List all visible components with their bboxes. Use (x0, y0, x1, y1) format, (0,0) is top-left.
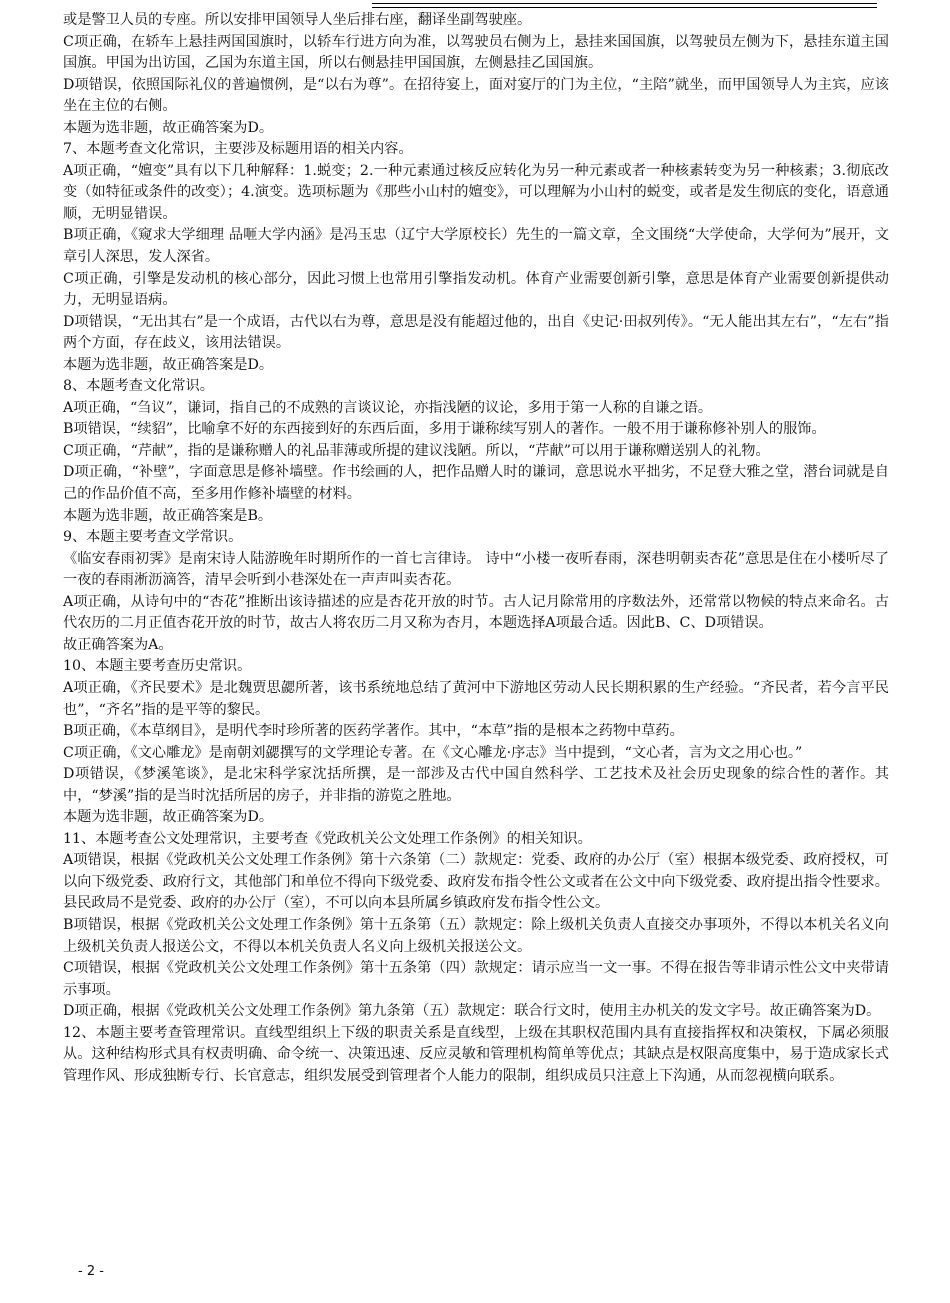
question-heading: 11、本题考查公文处理常识，主要考查《党政机关公文处理工作条例》的相关知识。 (63, 830, 592, 847)
paragraph: A项正确，“嬗变”具有以下几种解释：1.蜕变；2.一种元素通过核反应转化为另一种元素或者一种核素转变为另一种核素；3.彻底改变（如特征或条件的改变）；4.演变。选项标题为《那些小山村的嬗变》，可以理解为小山村的蜕变，或者是发生彻底的变化，语意通顺，无明显错误。 (63, 162, 889, 222)
paragraph: 故正确答案为A。 (63, 636, 173, 653)
paragraph: C项正确，在轿车上悬挂两国国旗时，以轿车行进方向为准，以驾驶员右侧为上，悬挂来国国旗，以驾驶员左侧为下，悬挂东道主国国旗。甲国为出访国，乙国为东道主国，所以右侧悬挂甲国国旗，左侧悬挂乙国国旗。 (63, 33, 889, 72)
paragraph: C项正确，《文心雕龙》是南朝刘勰撰写的文学理论专著。在《文心雕龙·序志》当中提到，“文心者，言为文之用心也。” (63, 744, 803, 761)
question-heading: 10、本题主要考查历史常识。 (63, 658, 252, 675)
paragraph: B项错误，根据《党政机关公文处理工作条例》第十五条第（五）款规定：除上级机关负责人直接交办事项外，不得以本机关名义向上级机关负责人报送公文，不得以本机关负责人名义向上级机关报送公文。 (63, 916, 889, 955)
paragraph: 本题为选非题，故正确答案是D。 (63, 356, 274, 373)
paragraph: A项错误，根据《党政机关公文处理工作条例》第十六条第（二）款规定：党委、政府的办公厅（室）根据本级党委、政府授权，可以向下级党委、政府行文，其他部门和单位不得向下级党委、政府发布指令性公文或者在公文中向下级党委、政府提出指令性要求。县民政局不是党委、政府的办公厅（室），不可以向本县所属乡镇政府发布指令性公文。 (63, 852, 889, 912)
paragraph: 本题为选非题，故正确答案是B。 (63, 507, 273, 524)
paragraph: A项正确，从诗句中的“杏花”推断出该诗描述的应是杏花开放的时节。古人记月除常用的序数法外，还常常以物候的特点来命名。古代农历的二月正值杏花开放的时节，故古人将农历二月又称为杏月，本题选择A项最合适。因此B、C、D项错误。 (63, 593, 889, 632)
question-heading: 12、本题主要考查管理常识。直线型组织上下级的职责关系是直线型，上级在其职权范围内具有直接指挥权和决策权，下属必须服从。这种结构形式具有权责明确、命令统一、决策迅速、反应灵敏和管理机构简单等优点；其缺点是权限高度集中，易于造成家长式管理作风、形成独断专行、长官意志，组织发展受到管理者个人能力的限制，组织成员只注意上下沟通，从而忽视横向联系。 (63, 1024, 889, 1084)
question-heading: 9、本题主要考查文学常识。 (63, 529, 243, 546)
header-rule-top (372, 3, 877, 4)
page-number: - 2 - (78, 1264, 104, 1279)
paragraph: A项正确，《齐民要术》是北魏贾思勰所著，该书系统地总结了黄河中下游地区劳动人民长期积累的生产经验。“齐民者，若今言平民也”，“齐名”指的是平等的黎民。 (63, 679, 889, 718)
paragraph: B项错误，“续貂”，比喻拿不好的东西接到好的东西后面，多用于谦称续写别人的著作。一般不用于谦称修补别人的服饰。 (63, 421, 826, 438)
paragraph: 本题为选非题，故正确答案为D。 (63, 119, 274, 136)
paragraph: D项错误，“无出其右”是一个成语，古代以右为尊，意思是没有能超过他的，出自《史记·田叔列传》。“无人能出其左右”，“左右”指两个方面，存在歧义，该用法错误。 (63, 313, 889, 352)
paragraph: C项正确，引擎是发动机的核心部分，因此习惯上也常用引擎指发动机。体育产业需要创新引擎，意思是体育产业需要创新提供动力，无明显语病。 (63, 270, 889, 309)
paragraph: A项正确，“刍议”，谦词，指自己的不成熟的言谈议论，亦指浅陋的议论，多用于第一人称的自谦之语。 (63, 399, 713, 416)
question-heading: 8、本题考查文化常识。 (63, 378, 214, 395)
paragraph: 或是警卫人员的专座。所以安排甲国领导人坐后排右座，翻译坐副驾驶座。 (63, 12, 532, 28)
paragraph: D项错误，《梦溪笔谈》，是北宋科学家沈括所撰，是一部涉及古代中国自然科学、工艺技术及社会历史现象的综合性的著作。其中，“梦溪”指的是当时沈括所居的房子，并非指的游览之胜地。 (63, 766, 889, 804)
paragraph: C项错误，根据《党政机关公文处理工作条例》第十五条第（四）款规定：请示应当一文一事。不得在报告等非请示性公文中夹带请示事项。 (63, 960, 889, 998)
paragraph: 本题为选非题，故正确答案为D。 (63, 809, 274, 826)
header-rule-bottom (372, 7, 877, 8)
paragraph: D项正确，“补壁”，字面意思是修补墙壁。作书绘画的人，把作品赠人时的谦词，意思说水平拙劣，不足登大雅之堂，潜台词就是自己的作品价值不高，至多用作修补墙壁的材料。 (63, 464, 889, 503)
paragraph: C项正确，“芹献”，指的是谦称赠人的礼品菲薄或所提的建议浅陋。所以，“芹献”可以用于谦称赠送别人的礼物。 (63, 442, 770, 459)
paragraph: D项正确，根据《党政机关公文处理工作条例》第九条第（五）款规定：联合行文时，使用主办机关的发文字号。故正确答案为D。 (63, 1003, 881, 1020)
document-body (63, 10, 889, 1087)
paragraph: D项错误，依照国际礼仪的普遍惯例，是“以右为尊”。在招待宴上，面对宴厅的门为主位，“主陪”就坐，而甲国领导人为主宾，应该坐在主位的右侧。 (63, 76, 889, 115)
paragraph: B项正确，《窥求大学细理 品咂大学内涵》是冯玉忠（辽宁大学原校长）先生的一篇文章，全文围绕“大学使命，大学何为”展开，文章引人深思，发人深省。 (63, 227, 889, 266)
question-heading: 7、本题考查文化常识，主要涉及标题用语的相关内容。 (63, 141, 413, 158)
paragraph: B项正确，《本草纲目》，是明代李时珍所著的医药学著作。其中，“本草”指的是根本之药物中草药。 (63, 723, 684, 740)
paragraph: 《临安春雨初霁》是南宋诗人陆游晚年时期所作的一首七言律诗。 诗中“小楼一夜听春雨，深巷明朝卖杏花”意思是住在小楼听尽了一夜的春雨淅沥滴答，清早会听到小巷深处在一声声叫卖杏花。 (63, 550, 889, 589)
